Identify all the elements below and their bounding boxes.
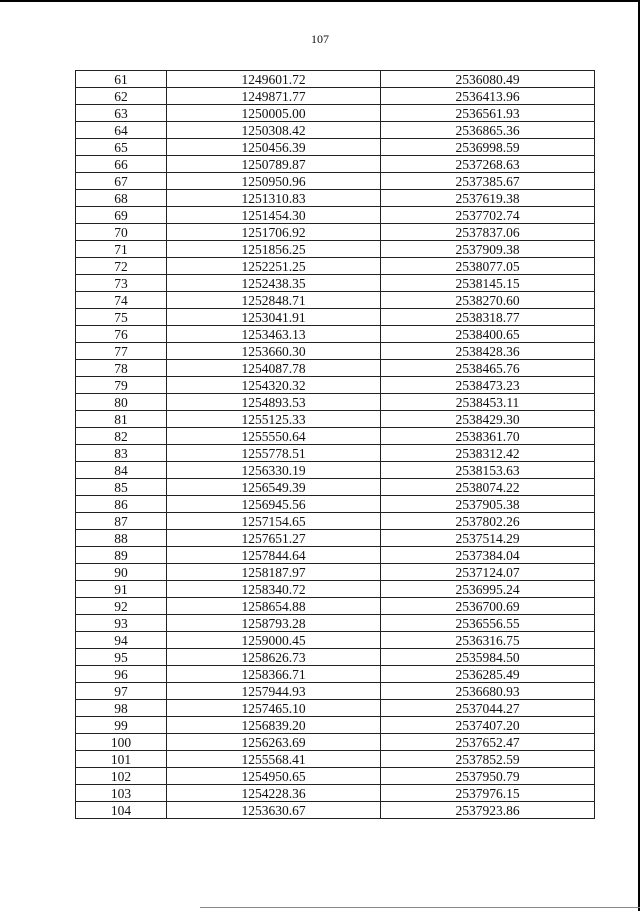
y-coordinate-cell: 2537905.38 <box>381 496 595 513</box>
table-row <box>76 581 595 598</box>
x-coordinate-cell: 1258793.28 <box>167 615 381 632</box>
table-row <box>76 785 595 802</box>
table-row <box>76 224 595 241</box>
x-coordinate-cell: 1253630.67 <box>167 802 381 819</box>
y-coordinate-cell: 2536316.75 <box>381 632 595 649</box>
point-number-cell: 90 <box>76 564 167 581</box>
x-coordinate-cell: 1249601.72 <box>167 71 381 88</box>
page-edge-top <box>0 0 640 2</box>
point-number-cell: 83 <box>76 445 167 462</box>
y-coordinate-cell: 2538465.76 <box>381 360 595 377</box>
table-row <box>76 394 595 411</box>
y-coordinate-cell: 2537385.67 <box>381 173 595 190</box>
x-coordinate-cell: 1257154.65 <box>167 513 381 530</box>
table-row <box>76 445 595 462</box>
table-row <box>76 326 595 343</box>
table-row <box>76 190 595 207</box>
point-number-cell: 104 <box>76 802 167 819</box>
point-number-cell: 79 <box>76 377 167 394</box>
table-row <box>76 802 595 819</box>
x-coordinate-cell: 1255778.51 <box>167 445 381 462</box>
y-coordinate-cell: 2536285.49 <box>381 666 595 683</box>
y-coordinate-cell: 2536080.49 <box>381 71 595 88</box>
y-coordinate-cell: 2538429.30 <box>381 411 595 428</box>
point-number-cell: 101 <box>76 751 167 768</box>
table-row <box>76 598 595 615</box>
table-row <box>76 768 595 785</box>
table-row <box>76 547 595 564</box>
table-row <box>76 258 595 275</box>
y-coordinate-cell: 2537852.59 <box>381 751 595 768</box>
y-coordinate-cell: 2538453.11 <box>381 394 595 411</box>
coordinates-table-body <box>76 71 595 819</box>
y-coordinate-cell: 2536561.93 <box>381 105 595 122</box>
y-coordinate-cell: 2536700.69 <box>381 598 595 615</box>
x-coordinate-cell: 1258187.97 <box>167 564 381 581</box>
point-number-cell: 92 <box>76 598 167 615</box>
table-row <box>76 343 595 360</box>
table-row <box>76 649 595 666</box>
table-row <box>76 734 595 751</box>
table-row <box>76 513 595 530</box>
y-coordinate-cell: 2536998.59 <box>381 139 595 156</box>
point-number-cell: 86 <box>76 496 167 513</box>
x-coordinate-cell: 1256263.69 <box>167 734 381 751</box>
y-coordinate-cell: 2537976.15 <box>381 785 595 802</box>
x-coordinate-cell: 1254320.32 <box>167 377 381 394</box>
point-number-cell: 65 <box>76 139 167 156</box>
point-number-cell: 76 <box>76 326 167 343</box>
y-coordinate-cell: 2537044.27 <box>381 700 595 717</box>
y-coordinate-cell: 2538400.65 <box>381 326 595 343</box>
point-number-cell: 75 <box>76 309 167 326</box>
point-number-cell: 88 <box>76 530 167 547</box>
point-number-cell: 99 <box>76 717 167 734</box>
table-row <box>76 683 595 700</box>
y-coordinate-cell: 2538074.22 <box>381 479 595 496</box>
x-coordinate-cell: 1254950.65 <box>167 768 381 785</box>
coordinates-table <box>75 70 595 819</box>
page-number: 107 <box>311 32 329 46</box>
point-number-cell: 78 <box>76 360 167 377</box>
y-coordinate-cell: 2536413.96 <box>381 88 595 105</box>
y-coordinate-cell: 2538270.60 <box>381 292 595 309</box>
point-number-cell: 70 <box>76 224 167 241</box>
point-number-cell: 62 <box>76 88 167 105</box>
point-number-cell: 94 <box>76 632 167 649</box>
table-row <box>76 428 595 445</box>
point-number-cell: 91 <box>76 581 167 598</box>
point-number-cell: 66 <box>76 156 167 173</box>
table-row <box>76 479 595 496</box>
x-coordinate-cell: 1256330.19 <box>167 462 381 479</box>
point-number-cell: 103 <box>76 785 167 802</box>
point-number-cell: 68 <box>76 190 167 207</box>
table-row <box>76 360 595 377</box>
table-row <box>76 615 595 632</box>
x-coordinate-cell: 1250005.00 <box>167 105 381 122</box>
point-number-cell: 63 <box>76 105 167 122</box>
point-number-cell: 89 <box>76 547 167 564</box>
table-row <box>76 207 595 224</box>
y-coordinate-cell: 2537124.07 <box>381 564 595 581</box>
x-coordinate-cell: 1256549.39 <box>167 479 381 496</box>
y-coordinate-cell: 2538153.63 <box>381 462 595 479</box>
y-coordinate-cell: 2537923.86 <box>381 802 595 819</box>
y-coordinate-cell: 2538077.05 <box>381 258 595 275</box>
table-row <box>76 241 595 258</box>
y-coordinate-cell: 2537407.20 <box>381 717 595 734</box>
point-number-cell: 102 <box>76 768 167 785</box>
table-row <box>76 309 595 326</box>
table-row <box>76 377 595 394</box>
table-row <box>76 632 595 649</box>
table-row <box>76 71 595 88</box>
table-row <box>76 122 595 139</box>
y-coordinate-cell: 2536995.24 <box>381 581 595 598</box>
point-number-cell: 98 <box>76 700 167 717</box>
point-number-cell: 84 <box>76 462 167 479</box>
point-number-cell: 82 <box>76 428 167 445</box>
x-coordinate-cell: 1252251.25 <box>167 258 381 275</box>
x-coordinate-cell: 1258626.73 <box>167 649 381 666</box>
x-coordinate-cell: 1259000.45 <box>167 632 381 649</box>
x-coordinate-cell: 1250308.42 <box>167 122 381 139</box>
page-edge-bottom <box>200 907 640 908</box>
point-number-cell: 69 <box>76 207 167 224</box>
point-number-cell: 97 <box>76 683 167 700</box>
y-coordinate-cell: 2538361.70 <box>381 428 595 445</box>
point-number-cell: 64 <box>76 122 167 139</box>
x-coordinate-cell: 1254893.53 <box>167 394 381 411</box>
y-coordinate-cell: 2535984.50 <box>381 649 595 666</box>
table-row <box>76 751 595 768</box>
y-coordinate-cell: 2536680.93 <box>381 683 595 700</box>
y-coordinate-cell: 2537802.26 <box>381 513 595 530</box>
point-number-cell: 96 <box>76 666 167 683</box>
y-coordinate-cell: 2537909.38 <box>381 241 595 258</box>
x-coordinate-cell: 1249871.77 <box>167 88 381 105</box>
x-coordinate-cell: 1250456.39 <box>167 139 381 156</box>
x-coordinate-cell: 1257944.93 <box>167 683 381 700</box>
y-coordinate-cell: 2537268.63 <box>381 156 595 173</box>
y-coordinate-cell: 2536556.55 <box>381 615 595 632</box>
x-coordinate-cell: 1255550.64 <box>167 428 381 445</box>
x-coordinate-cell: 1256839.20 <box>167 717 381 734</box>
point-number-cell: 61 <box>76 71 167 88</box>
table-row <box>76 173 595 190</box>
table-row <box>76 564 595 581</box>
y-coordinate-cell: 2537514.29 <box>381 530 595 547</box>
x-coordinate-cell: 1257844.64 <box>167 547 381 564</box>
table-row <box>76 666 595 683</box>
point-number-cell: 87 <box>76 513 167 530</box>
x-coordinate-cell: 1251706.92 <box>167 224 381 241</box>
point-number-cell: 77 <box>76 343 167 360</box>
x-coordinate-cell: 1258366.71 <box>167 666 381 683</box>
x-coordinate-cell: 1250789.87 <box>167 156 381 173</box>
point-number-cell: 73 <box>76 275 167 292</box>
table-row <box>76 496 595 513</box>
x-coordinate-cell: 1254087.78 <box>167 360 381 377</box>
x-coordinate-cell: 1253041.91 <box>167 309 381 326</box>
table-row <box>76 462 595 479</box>
x-coordinate-cell: 1256945.56 <box>167 496 381 513</box>
x-coordinate-cell: 1255125.33 <box>167 411 381 428</box>
table-row <box>76 700 595 717</box>
point-number-cell: 81 <box>76 411 167 428</box>
x-coordinate-cell: 1258340.72 <box>167 581 381 598</box>
table-row <box>76 411 595 428</box>
x-coordinate-cell: 1251310.83 <box>167 190 381 207</box>
x-coordinate-cell: 1255568.41 <box>167 751 381 768</box>
x-coordinate-cell: 1257651.27 <box>167 530 381 547</box>
y-coordinate-cell: 2538318.77 <box>381 309 595 326</box>
x-coordinate-cell: 1257465.10 <box>167 700 381 717</box>
point-number-cell: 85 <box>76 479 167 496</box>
x-coordinate-cell: 1252848.71 <box>167 292 381 309</box>
y-coordinate-cell: 2538312.42 <box>381 445 595 462</box>
point-number-cell: 95 <box>76 649 167 666</box>
table-row <box>76 275 595 292</box>
x-coordinate-cell: 1253463.13 <box>167 326 381 343</box>
y-coordinate-cell: 2538473.23 <box>381 377 595 394</box>
point-number-cell: 93 <box>76 615 167 632</box>
y-coordinate-cell: 2537702.74 <box>381 207 595 224</box>
table-row <box>76 156 595 173</box>
table-row <box>76 717 595 734</box>
x-coordinate-cell: 1252438.35 <box>167 275 381 292</box>
x-coordinate-cell: 1250950.96 <box>167 173 381 190</box>
point-number-cell: 71 <box>76 241 167 258</box>
y-coordinate-cell: 2537652.47 <box>381 734 595 751</box>
table-row <box>76 88 595 105</box>
x-coordinate-cell: 1251856.25 <box>167 241 381 258</box>
point-number-cell: 80 <box>76 394 167 411</box>
y-coordinate-cell: 2538145.15 <box>381 275 595 292</box>
x-coordinate-cell: 1251454.30 <box>167 207 381 224</box>
y-coordinate-cell: 2536865.36 <box>381 122 595 139</box>
table-row <box>76 530 595 547</box>
x-coordinate-cell: 1254228.36 <box>167 785 381 802</box>
y-coordinate-cell: 2537950.79 <box>381 768 595 785</box>
table-row <box>76 139 595 156</box>
x-coordinate-cell: 1253660.30 <box>167 343 381 360</box>
table-row <box>76 105 595 122</box>
y-coordinate-cell: 2537384.04 <box>381 547 595 564</box>
point-number-cell: 100 <box>76 734 167 751</box>
point-number-cell: 72 <box>76 258 167 275</box>
y-coordinate-cell: 2537837.06 <box>381 224 595 241</box>
y-coordinate-cell: 2537619.38 <box>381 190 595 207</box>
point-number-cell: 74 <box>76 292 167 309</box>
x-coordinate-cell: 1258654.88 <box>167 598 381 615</box>
table-row <box>76 292 595 309</box>
y-coordinate-cell: 2538428.36 <box>381 343 595 360</box>
point-number-cell: 67 <box>76 173 167 190</box>
